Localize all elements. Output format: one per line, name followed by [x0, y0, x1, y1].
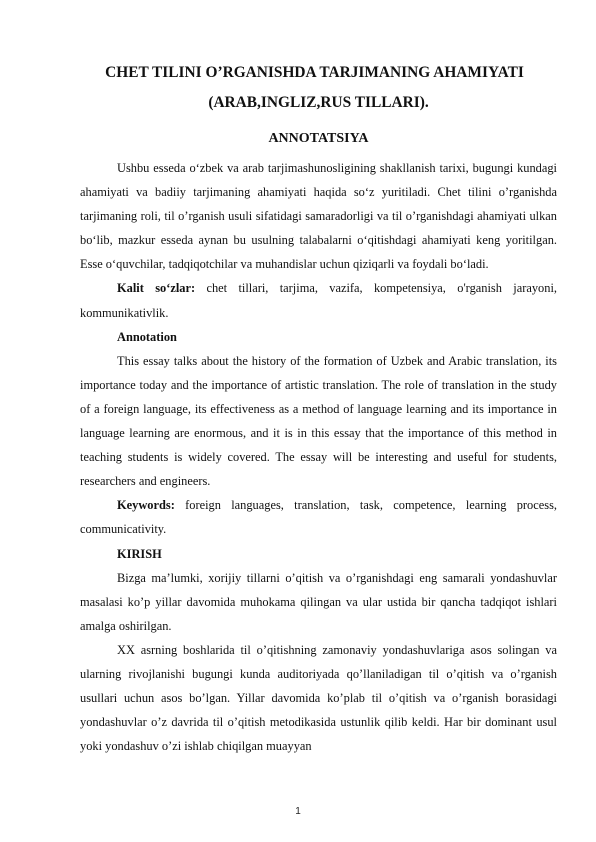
kirish-heading: KIRISH — [117, 546, 162, 561]
page-number: 1 — [295, 806, 301, 817]
paper-title-line-2: (ARAB,INGLIZ,RUS TILLARI). — [208, 94, 429, 111]
keywords-paragraph — [80, 493, 557, 541]
annotatsiya-heading: ANNOTATSIYA — [268, 131, 369, 146]
annotation-heading: Annotation — [117, 329, 177, 344]
keywords-label: Keywords: — [117, 498, 175, 513]
kirish-paragraph-2: XX asrning boshlarida til o’qitishning zamonaviy yondashuvlariga asos solingan va ularning rivojlanishi bugungi kunda auditoriyada qo’llaniladigan til o’qitish va o’rganish usullari uchun asos bo’lgan. Yillar davomida ko’plab til o’qitish va o’rganish borasidagi yondashuvlar o’z davrida til o’qitish metodikasida ustunlik qilib keldi. Har bir dominant usul yoki yondashuv o’zi ishlab chiqilgan muayyan — [80, 642, 557, 754]
keywords-text: foreign languages, translation, task, competence, learning process, communicativity. — [80, 498, 557, 537]
paper-title-line-1: CHET TILINI O’RGANISHDA TARJIMANING AHAMIYATI — [105, 64, 524, 81]
kalit-sozlar-label: Kalit so‘zlar: — [117, 281, 196, 296]
document-page — [80, 58, 557, 758]
kalit-sozlar-paragraph — [80, 276, 557, 324]
kalit-sozlar-text: chet tillari, tarjima, vazifa, kompetensiya, o'rganish jarayoni, kommunikativlik. — [80, 281, 557, 320]
kirish-paragraph-1: Bizga ma’lumki, xorijiy tillarni o’qitish va o’rganishdagi eng samarali yondashuvlar masalasi ko’p yillar davomida muhokama qilingan va ular ustida bir qancha tadqiqot ishlari amalga oshirilgan. — [80, 570, 557, 633]
annotation-paragraph: This essay talks about the history of the formation of Uzbek and Arabic translation, its importance today and the importance of artistic translation. The role of translation in the study of a foreign language, its effectiveness as a method of language learning and its importance in language learning are enormous, and it is in this essay that the importance of this method in teaching students is widely covered. The essay will be interesting and useful for students, researchers and engineers. — [80, 353, 557, 489]
annotatsiya-paragraph: Ushbu esseda o‘zbek va arab tarjimashunosligining shakllanish tarixi, bugungi kundagi ahamiyati va badiiy tarjimaning ahamiyati haqida so‘z yuritiladi. Chet tilini o’rganishda tarjimaning roli, til o’rganish usuli sifatidagi samaradorligi va til o’rganishdagi ahamiyati ulkan bo‘lib, mazkur esseda aynan bu usulning talabalarni o‘qitishdagi ahamiyati keng yoritilgan. Esse o‘quvchilar, tadqiqotchilar va muhandislar uchun qiziqarli va foydali bo‘ladi. — [80, 161, 557, 272]
